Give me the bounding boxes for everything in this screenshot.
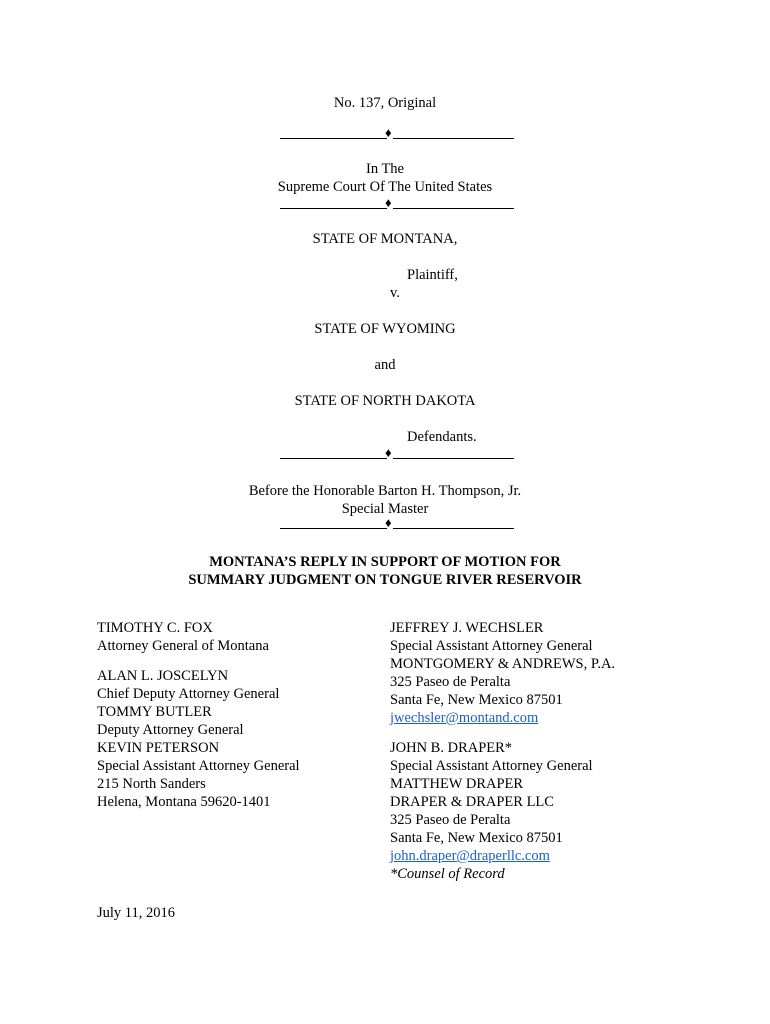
counsel-line: MATTHEW DRAPER — [390, 776, 524, 792]
counsel-line: ALAN L. JOSCELYN — [97, 668, 229, 684]
plaintiff-name: STATE OF MONTANA, — [312, 231, 458, 247]
counsel-line: Santa Fe, New Mexico 87501 — [390, 692, 563, 708]
draper-email-link[interactable]: john.draper@draperllc.com — [390, 848, 550, 864]
diamond-icon: ♦ — [385, 515, 392, 530]
right-counsel-block — [390, 619, 615, 883]
counsel-line: 325 Paseo de Peralta — [390, 812, 511, 828]
master-line-2: Special Master — [341, 501, 429, 517]
counsel-line: Special Assistant Attorney General — [97, 758, 300, 774]
counsel-line: DRAPER & DRAPER LLC — [390, 794, 554, 810]
counsel-line: Special Assistant Attorney General — [390, 638, 593, 654]
versus: v. — [390, 285, 400, 301]
section-divider — [280, 446, 514, 466]
counsel-line: Chief Deputy Attorney General — [97, 686, 280, 702]
counsel-line: Attorney General of Montana — [97, 638, 269, 654]
section-divider — [280, 196, 514, 216]
counsel-line: 325 Paseo de Peralta — [390, 674, 511, 690]
counsel-line: TIMOTHY C. FOX — [97, 620, 213, 636]
counsel-line: Special Assistant Attorney General — [390, 758, 593, 774]
master-line-1: Before the Honorable Barton H. Thompson, Jr. — [248, 483, 522, 499]
filing-date: July 11, 2016 — [97, 905, 176, 921]
section-divider — [280, 516, 514, 536]
defendant-1: STATE OF WYOMING — [314, 321, 456, 337]
wechsler-email-link[interactable]: jwechsler@montand.com — [390, 710, 539, 726]
conjunction: and — [374, 357, 396, 373]
counsel-line: KEVIN PETERSON — [97, 740, 220, 756]
section-divider — [280, 126, 514, 146]
counsel-line: MONTGOMERY & ANDREWS, P.A. — [390, 656, 616, 672]
document-title-line-2: SUMMARY JUDGMENT ON TONGUE RIVER RESERVOIR — [188, 572, 582, 588]
court-line-1: In The — [366, 161, 404, 177]
diamond-icon: ♦ — [385, 195, 392, 210]
left-counsel-block — [97, 619, 300, 811]
counsel-line: JOHN B. DRAPER* — [390, 740, 513, 756]
defendant-role: Defendants. — [407, 429, 477, 445]
diamond-icon: ♦ — [385, 125, 392, 140]
counsel-line: TOMMY BUTLER — [97, 704, 212, 720]
counsel-line: Helena, Montana 59620-1401 — [97, 794, 271, 810]
counsel-line: Deputy Attorney General — [97, 722, 244, 738]
court-line-2: Supreme Court Of The United States — [277, 179, 493, 195]
document-title-line-1: MONTANA’S REPLY IN SUPPORT OF MOTION FOR — [209, 554, 561, 570]
counsel-line: 215 North Sanders — [97, 776, 206, 792]
counsel-of-record-note: *Counsel of Record — [390, 866, 505, 882]
counsel-line: JEFFREY J. WECHSLER — [390, 620, 544, 636]
plaintiff-role: Plaintiff, — [407, 267, 458, 283]
counsel-line: Santa Fe, New Mexico 87501 — [390, 830, 563, 846]
diamond-icon: ♦ — [385, 445, 392, 460]
defendant-2: STATE OF NORTH DAKOTA — [294, 393, 476, 409]
case-number: No. 137, Original — [333, 95, 437, 111]
